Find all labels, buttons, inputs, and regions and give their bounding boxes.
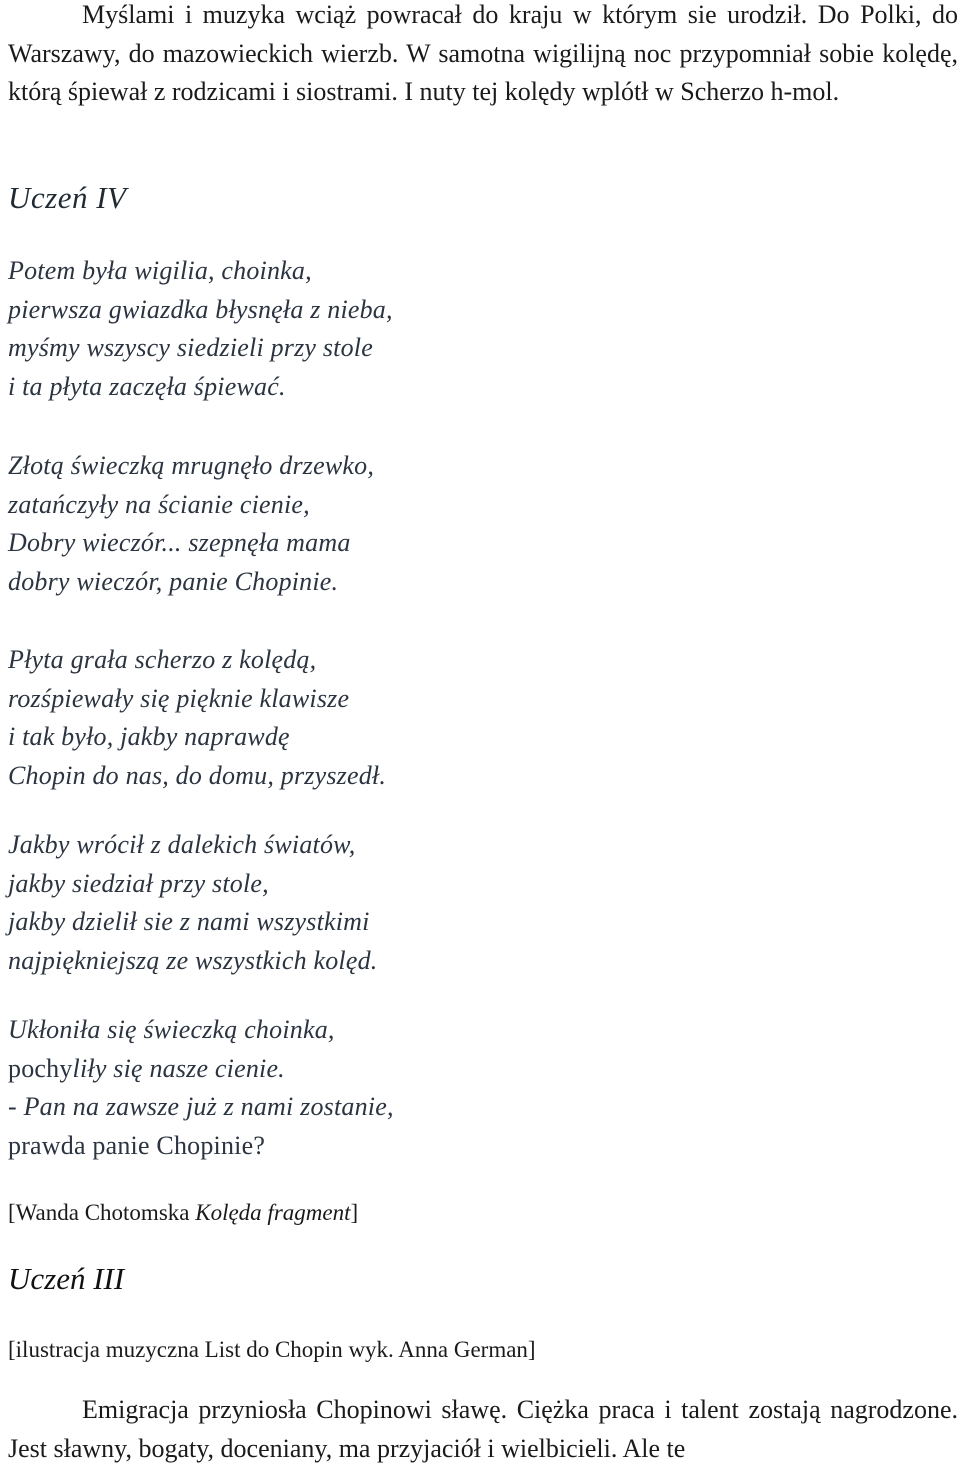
- poem-stanza-4: [8, 826, 377, 980]
- poem-line: dobry wieczór, panie Chopinie.: [8, 566, 339, 596]
- heading-uczen-iii: Uczeń III: [8, 1261, 125, 1296]
- closing-line-2: nagrodzone. Jest sławny, bogaty, doceniany, ma przyjaciół i wielbicieli. Ale te: [8, 1395, 958, 1463]
- poem-line: Potem była wigilia, choinka,: [8, 256, 312, 285]
- poem-line: jakby dzielił sie z nami wszystkimi: [8, 907, 370, 936]
- intro-paragraph: [8, 0, 958, 112]
- poem-stanza-1: [8, 252, 393, 406]
- poem-line: Płyta grała scherzo z kolędą,: [8, 645, 317, 674]
- intro-line-1: Myślami i muzyka wciąż powracał do kraju w którym sie urodził. Do: [82, 0, 850, 29]
- poem-stanza-5: [8, 1011, 394, 1165]
- poem-line: rozśpiewały się pięknie klawisze: [8, 683, 350, 713]
- intro-line-3: przypomniał sobie kolędę, którą śpiewał z rodzicami i siostrami. I nuty tej: [8, 38, 958, 106]
- closing-line-1: Emigracja przyniosła Chopinowi sławę. Ciężka praca i talent zostają: [82, 1395, 821, 1424]
- music-citation: [ilustracja muzyczna List do Chopin wyk. Anna German]: [8, 1337, 536, 1362]
- poem-line: myśmy wszyscy siedzieli przy stole: [8, 333, 373, 362]
- closing-paragraph: [8, 1391, 958, 1468]
- intro-line-2: Polki, do Warszawy, do mazowieckich wierzb. W samotna wigilijną noc: [8, 0, 958, 68]
- poem-line: Złotą świeczką mrugnęło drzewko,: [8, 451, 375, 480]
- poem-line: pochyliły się nasze cienie.: [8, 1053, 285, 1083]
- poem-stanza-2: [8, 447, 374, 601]
- poem-line: prawda panie Chopinie?: [8, 1130, 266, 1160]
- poem-stanza-3: [8, 641, 386, 795]
- poem-line: - Pan na zawsze już z nami zostanie,: [8, 1092, 394, 1121]
- poem-line: jakby siedział przy stole,: [8, 868, 269, 898]
- poem-line: Jakby wrócił z dalekich światów,: [8, 830, 356, 859]
- poem-line: Dobry wieczór... szepnęła mama: [8, 528, 351, 557]
- poem-citation: [Wanda Chotomska Kolęda fragment]: [8, 1200, 359, 1225]
- poem-line: Ukłoniła się świeczką choinka,: [8, 1015, 335, 1044]
- intro-line-4: kolędy wplótł w Scherzo h-mol.: [504, 77, 840, 106]
- heading-uczen-iv: Uczeń IV: [8, 180, 127, 215]
- poem-line: najpiękniejszą ze wszystkich kolęd.: [8, 945, 378, 975]
- poem-line: Chopin do nas, do domu, przyszedł.: [8, 760, 387, 790]
- poem-line: i tak było, jakby naprawdę: [8, 722, 290, 751]
- poem-line: pierwsza gwiazdka błysnęła z nieba,: [8, 294, 393, 324]
- poem-line: i ta płyta zaczęła śpiewać.: [8, 371, 286, 401]
- poem-line: zatańczyły na ścianie cienie,: [8, 489, 310, 519]
